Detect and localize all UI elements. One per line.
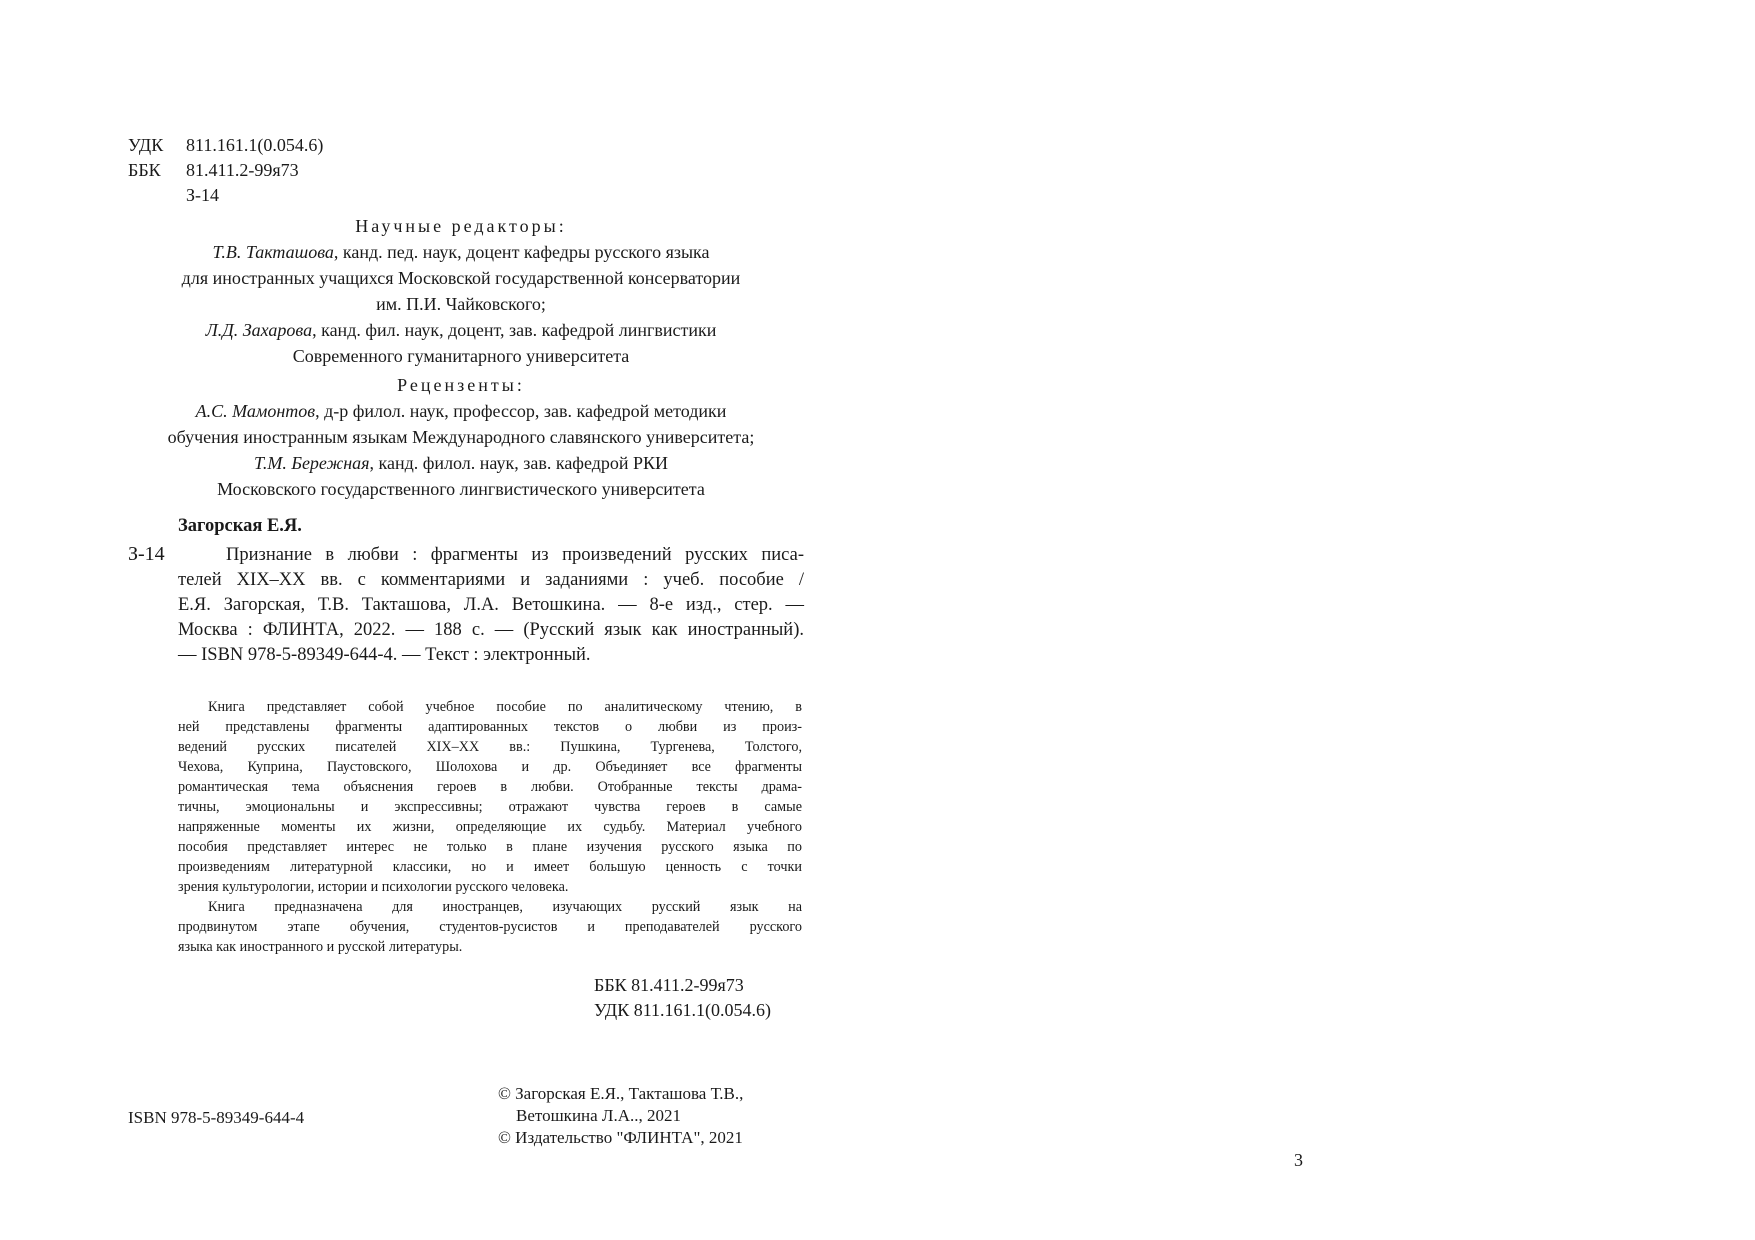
- annotation-line: Книга представляет собой учебное пособие по аналитическому чтению, в: [208, 699, 802, 715]
- annotation-line: тичны, эмоциональны и экспрессивны; отражают чувства героев в самые: [178, 799, 802, 815]
- annotation-line: ней представлены фрагменты адаптированных текстов о любви из произ-: [178, 719, 802, 735]
- reviewers-heading: Рецензенты:: [397, 375, 525, 395]
- editor-2-line-1: [118, 317, 804, 343]
- reviewer-2-line-1: [118, 450, 804, 476]
- reviewer-2-credentials: , канд. филол. наук, зав. кафедрой РКИ: [369, 453, 669, 473]
- udk-value: 811.161.1(0.054.6): [186, 135, 324, 155]
- annotation-line: произведениям литературной классики, но и имеет большую ценность с точки: [178, 859, 802, 875]
- editor-1-name: Т.В. Такташова: [212, 242, 334, 262]
- udk-line: [128, 133, 323, 158]
- annotation-line: языка как иностранного и русской литературы.: [178, 939, 463, 955]
- editor-2-credentials: , канд. фил. наук, доцент, зав. кафедрой лингвистики: [312, 320, 717, 340]
- editor-1-line-2: для иностранных учащихся Московской государственной консерватории: [181, 268, 741, 288]
- bib-line: телей XIX–XX вв. с комментариями и заданиями : учеб. пособие /: [178, 570, 804, 590]
- bib-description: [178, 543, 804, 668]
- copyright-line-2: Ветошкина Л.А.., 2021: [516, 1106, 681, 1125]
- editor-1-credentials: , канд. пед. наук, доцент кафедры русского языка: [333, 242, 710, 262]
- annotation-line: напряженные моменты их жизни, определяющие их судьбу. Материал учебного: [178, 819, 802, 835]
- reviewer-1-name: А.С. Мамонтов: [195, 401, 316, 421]
- reviewer-2-name: Т.М. Бережная: [253, 453, 370, 473]
- annotation-line: Чехова, Куприна, Паустовского, Шолохова и др. Объединяет все фрагменты: [178, 759, 802, 775]
- bib-author: Загорская Е.Я.: [178, 516, 302, 536]
- page-number: 3: [1294, 1150, 1303, 1170]
- bib-line: Москва : ФЛИНТА, 2022. — 188 с. — (Русский язык как иностранный).: [178, 620, 804, 640]
- annotation: [178, 697, 802, 957]
- reviewers-block: [118, 372, 804, 502]
- annotation-line: зрения культурологии, истории и психологии русского человека.: [178, 879, 569, 895]
- bib-sign: З-14: [128, 543, 165, 565]
- annotation-line: Книга предназначена для иностранцев, изучающих русский язык на: [208, 899, 802, 915]
- editors-block: [118, 213, 804, 369]
- editor-2-line-2: Современного гуманитарного университета: [292, 346, 630, 366]
- copyright-line-1: © Загорская Е.Я., Такташова Т.В.,: [498, 1084, 744, 1103]
- editor-2-name: Л.Д. Захарова: [205, 320, 313, 340]
- bbk-label: ББК: [128, 160, 161, 180]
- bbk-line: [128, 158, 299, 183]
- copyright-block: [498, 1083, 743, 1149]
- copyright-line-3: © Издательство "ФЛИНТА", 2021: [498, 1128, 743, 1147]
- bib-line: Е.Я. Загорская, Т.В. Такташова, Л.А. Ветошкина. — 8-е изд., стер. —: [178, 595, 804, 615]
- editors-heading: Научные редакторы:: [355, 216, 567, 236]
- bib-line: — ISBN 978-5-89349-644-4. — Текст : электронный.: [178, 645, 591, 665]
- reviewer-1-line-1: [118, 398, 804, 424]
- codes-udk: УДК 811.161.1(0.054.6): [594, 1000, 772, 1020]
- codes-bbk: ББК 81.411.2-99я73: [594, 975, 744, 995]
- reviewer-1-line-2: обучения иностранным языкам Международного славянского университета;: [167, 427, 755, 447]
- annotation-line: продвинутом этапе обучения, студентов-русистов и преподавателей русского: [178, 919, 802, 935]
- annotation-line: пособия представляет интерес не только в плане изучения русского языка по: [178, 839, 802, 855]
- editor-1-line-1: [118, 239, 804, 265]
- annotation-line: романтическая тема объяснения героев в любви. Отобранные тексты драма-: [178, 779, 802, 795]
- bib-line: Признание в любви : фрагменты из произведений русских писа-: [226, 545, 804, 565]
- bbk-value: 81.411.2-99я73: [186, 160, 299, 180]
- author-sign: З-14: [186, 185, 220, 205]
- isbn: ISBN 978-5-89349-644-4: [128, 1108, 305, 1127]
- udk-label: УДК: [128, 135, 164, 155]
- reviewer-1-credentials: , д-р филол. наук, профессор, зав. кафедрой методики: [315, 401, 727, 421]
- editor-1-line-3: им. П.И. Чайковского;: [376, 294, 546, 314]
- reviewer-2-line-2: Московского государственного лингвистического университета: [217, 479, 705, 499]
- annotation-line: ведений русских писателей XIX–XX вв.: Пушкина, Тургенева, Толстого,: [178, 739, 802, 755]
- codes-block: [594, 973, 771, 1023]
